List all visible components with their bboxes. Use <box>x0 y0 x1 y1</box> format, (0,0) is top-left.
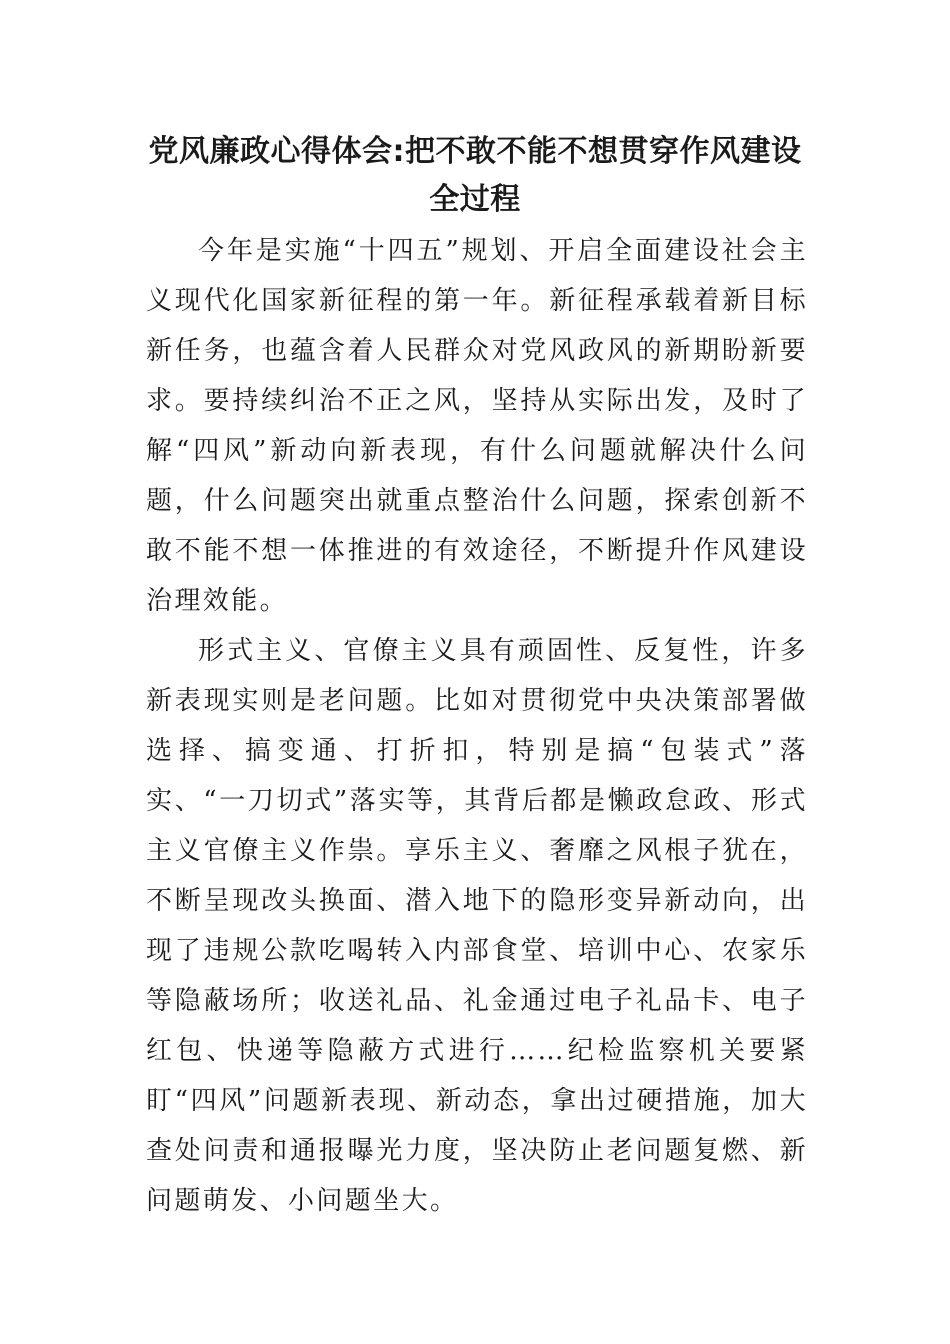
paragraph: 今年是实施“十四五”规划、开启全面建设社会主义现代化国家新征程的第一年。新征程承载着新目标新任务，也蕴含着人民群众对党风政风的新期盼新要求。要持续纠治不正之风，坚持从实际出发，及时了解“四风”新动向新表现，有什么问题就解决什么问题，什么问题突出就重点整治什么问题，探索创新不敢不能不想一体推进的有效途径，不断提升作风建设治理效能。 <box>146 236 808 616</box>
document-body <box>146 226 808 1226</box>
document-title: 党风廉政心得体会:把不敢不能不想贯穿作风建设全过程 <box>148 134 802 217</box>
paragraph: 形式主义、官僚主义具有顽固性、反复性，许多新表现实则是老问题。比如对贯彻党中央决策部署做选择、搞变通、打折扣，特别是搞“包装式”落实、“一刀切式”落实等，其背后都是懒政怠政、形式主义官僚主义作祟。享乐主义、奢靡之风根子犹在，不断呈现改头换面、潜入地下的隐形变异新动向，出现了违规公款吃喝转入内部食堂、培训中心、农家乐等隐蔽场所；收送礼品、礼金通过电子礼品卡、电子红包、快递等隐蔽方式进行……纪检监察机关要紧盯“四风”问题新表现、新动态，拿出过硬措施，加大查处问责和通报曝光力度，坚决防止老问题复燃、新问题萌发、小问题坐大。 <box>146 636 808 1216</box>
